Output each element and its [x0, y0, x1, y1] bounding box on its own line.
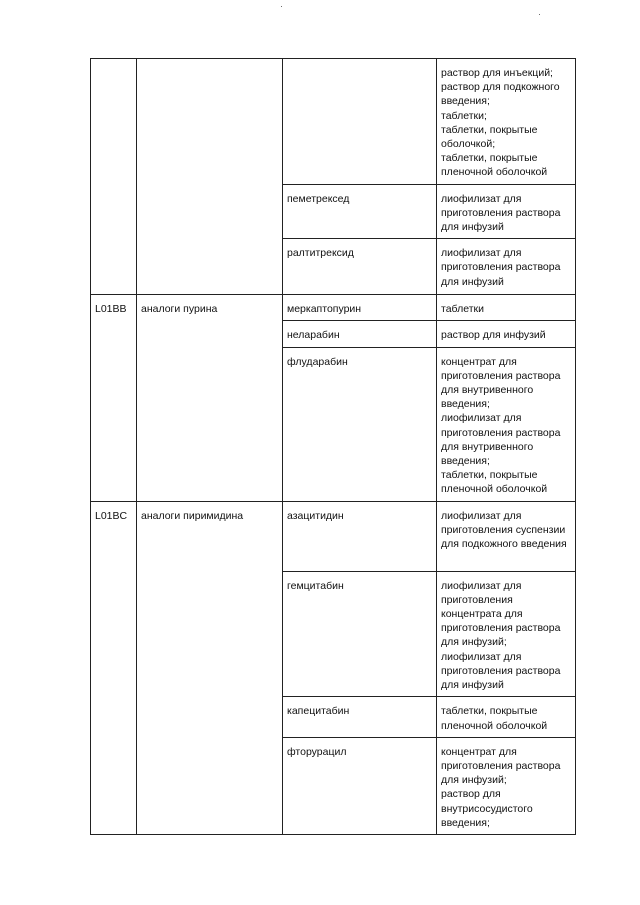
group-name-cell [137, 321, 283, 347]
drug-name-cell: фторурацил [283, 737, 437, 834]
atc-code-cell [91, 697, 137, 737]
atc-code-cell: L01BB [91, 295, 137, 321]
drug-name-cell: меркаптопурин [283, 295, 437, 321]
atc-code-cell [91, 571, 137, 697]
group-name-cell [137, 59, 283, 185]
atc-code-cell [91, 347, 137, 501]
dosage-form-cell: лиофилизат для приготовления суспензии для подкожного введения [437, 501, 576, 571]
atc-code-cell [91, 184, 137, 239]
drug-name-cell [283, 59, 437, 185]
table-row [91, 501, 576, 571]
group-name-cell [137, 737, 283, 834]
group-name-cell [137, 697, 283, 737]
dosage-form-cell: таблетки, покрытые пленочной оболочкой [437, 697, 576, 737]
group-name-cell [137, 347, 283, 501]
table-row [91, 59, 576, 185]
table-row [91, 239, 576, 295]
table-row [91, 347, 576, 501]
dosage-form-cell: лиофилизат для приготовления концентрата для приготовления раствора для инфузий; лиофилизат для приготовления раствора для инфузий [437, 571, 576, 697]
table-row [91, 184, 576, 239]
atc-code-cell: L01BC [91, 501, 137, 571]
drug-name-cell: гемцитабин [283, 571, 437, 697]
table-row [91, 295, 576, 321]
atc-code-cell [91, 321, 137, 347]
atc-code-cell [91, 59, 137, 185]
dosage-form-cell: концентрат для приготовления раствора для инфузий; раствор для внутрисосудистого введения; [437, 737, 576, 834]
drug-name-cell: капецитабин [283, 697, 437, 737]
group-name-cell: аналоги пиримидина [137, 501, 283, 571]
dosage-form-cell: раствор для инъекций; раствор для подкожного введения; таблетки; таблетки, покрытые оболочкой; таблетки, покрытые пленочной оболочкой [437, 59, 576, 185]
group-name-cell: аналоги пурина [137, 295, 283, 321]
dosage-form-cell: таблетки [437, 295, 576, 321]
table-row [91, 571, 576, 697]
drug-name-cell: пеметрексед [283, 184, 437, 239]
table-row [91, 697, 576, 737]
group-name-cell [137, 239, 283, 295]
scan-speck: · [280, 1, 283, 11]
table-row [91, 321, 576, 347]
scan-speck: · [538, 9, 541, 19]
drug-name-cell: флударабин [283, 347, 437, 501]
dosage-form-cell: раствор для инфузий [437, 321, 576, 347]
drug-table [90, 58, 576, 835]
drug-name-cell: неларабин [283, 321, 437, 347]
drug-name-cell: азацитидин [283, 501, 437, 571]
table-row [91, 737, 576, 834]
drug-name-cell: ралтитрексид [283, 239, 437, 295]
atc-code-cell [91, 239, 137, 295]
group-name-cell [137, 571, 283, 697]
group-name-cell [137, 184, 283, 239]
dosage-form-cell: концентрат для приготовления раствора для внутривенного введения; лиофилизат для приготовления раствора для внутривенного введения; таблетки, покрытые пленочной оболочкой [437, 347, 576, 501]
dosage-form-cell: лиофилизат для приготовления раствора для инфузий [437, 184, 576, 239]
dosage-form-cell: лиофилизат для приготовления раствора для инфузий [437, 239, 576, 295]
atc-code-cell [91, 737, 137, 834]
